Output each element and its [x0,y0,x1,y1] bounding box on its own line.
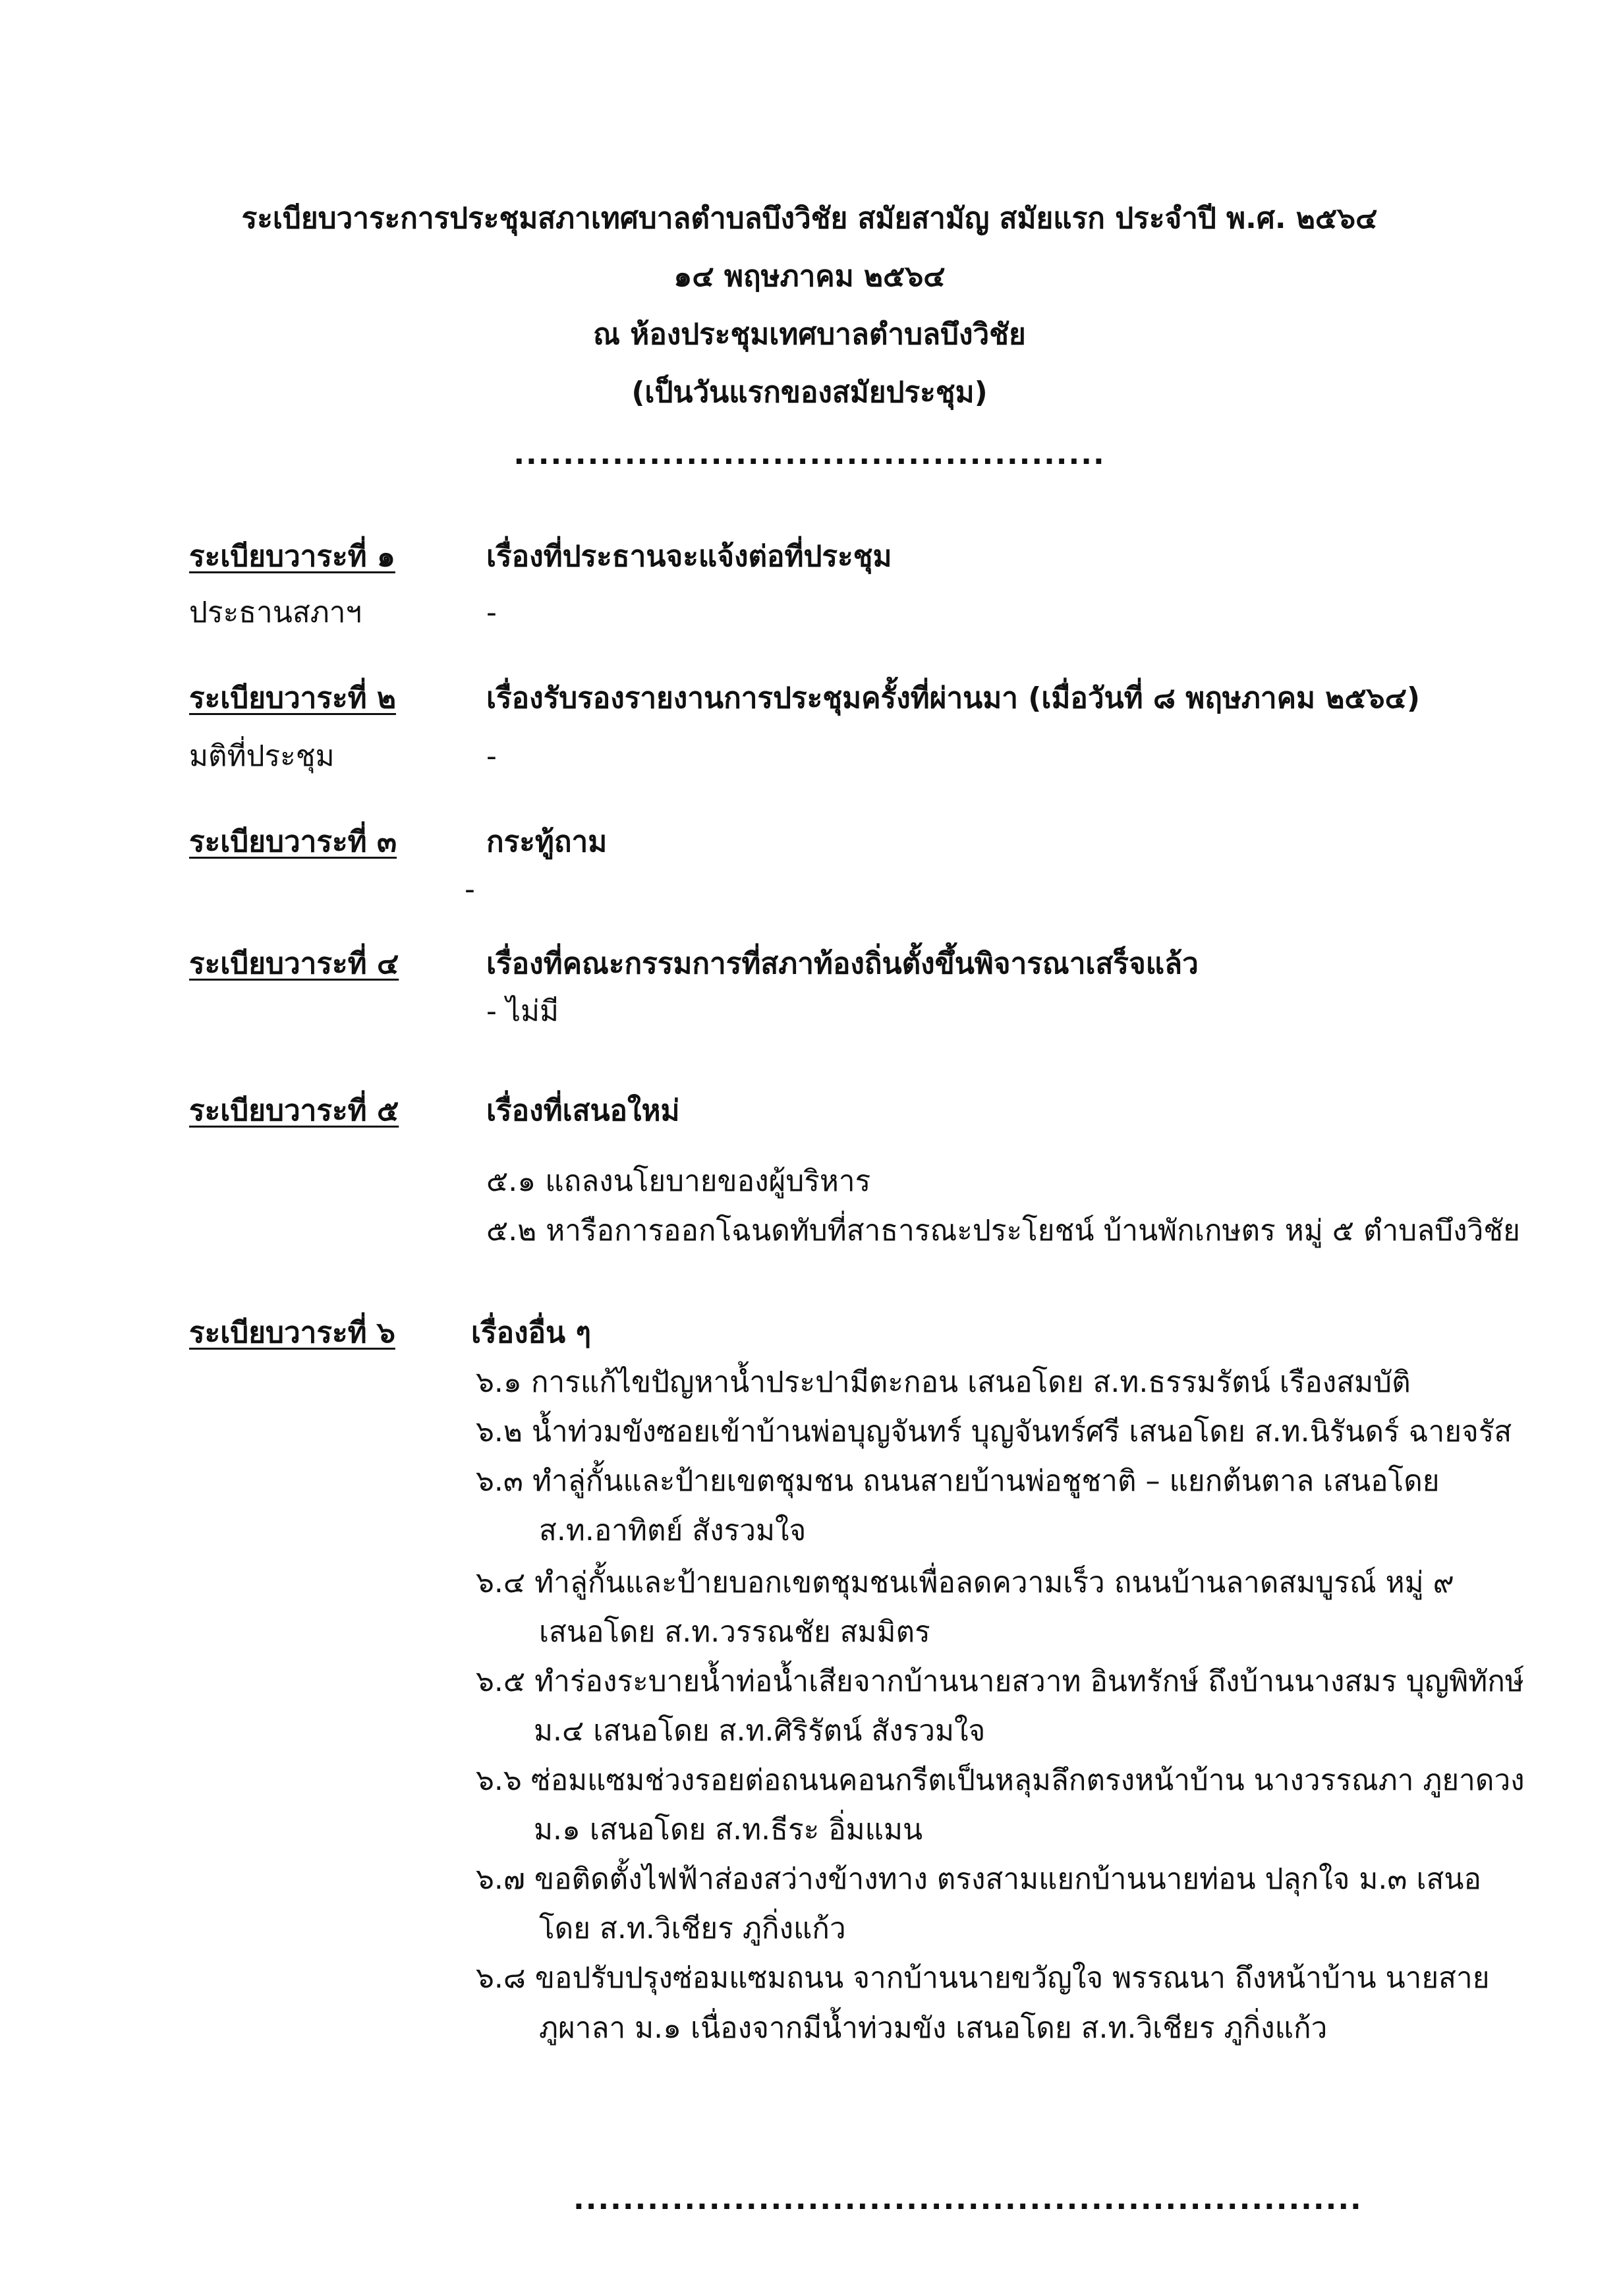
agenda-6-item: ๖.๔ ทำลู่กั้นและป้ายบอกเขตชุมชนเพื่อลดความเร็ว ถนนบ้านลาดสมบูรณ์ หมู่ ๙ [476,1566,1454,1599]
document-title: ระเบียบวาระการประชุมสภาเทศบาลตำบลบึงวิชัย สมัยสามัญ สมัยแรก ประจำปี พ.ศ. ๒๕๖๔ [241,202,1378,235]
agenda-2-sub-label: มติที่ประชุม [189,739,335,773]
agenda-6-item-continuation: ม.๑ เสนอโดย ส.ท.ธีระ อิ่มแมน [534,1813,923,1847]
meeting-place: ณ ห้องประชุมเทศบาลตำบลบึงวิชัย [593,318,1026,351]
meeting-date: ๑๔ พฤษภาคม ๒๕๖๔ [673,260,946,293]
footer-dotted-separator: ................................................................ [573,2183,1363,2216]
agenda-5-title: เรื่องที่เสนอใหม่ [486,1094,680,1128]
agenda-4-sub-value: - ไม่มี [486,994,559,1028]
agenda-6-item: ๖.๒ น้ำท่วมขังซอยเข้าบ้านพ่อบุญจันทร์ บุญจันทร์ศรี เสนอโดย ส.ท.นิรันดร์ ฉายจรัส [476,1415,1512,1449]
agenda-6-item-continuation: เสนอโดย ส.ท.วรรณชัย สมมิตร [539,1615,930,1649]
agenda-1-label: ระเบียบวาระที่ ๑ [189,540,395,573]
meeting-note: (เป็นวันแรกของสมัยประชุม) [631,376,988,409]
agenda-4-title: เรื่องที่คณะกรรมการที่สภาท้องถิ่นตั้งขึ้นพิจารณาเสร็จแล้ว [486,947,1199,981]
agenda-6-item: ๖.๑ การแก้ไขปัญหาน้ำประปามีตะกอน เสนอโดย ส.ท.ธรรมรัตน์ เรืองสมบัติ [476,1365,1411,1399]
agenda-6-item: ๖.๗ ขอติดตั้งไฟฟ้าส่องสว่างข้างทาง ตรงสามแยกบ้านนายท่อน ปลุกใจ ม.๓ เสนอ [476,1862,1481,1896]
agenda-3-sub-value: - [465,873,475,906]
agenda-2-label: ระเบียบวาระที่ ๒ [189,681,396,715]
agenda-6-item: ๖.๘ ขอปรับปรุงซ่อมแซมถนน จากบ้านนายขวัญใจ พรรณนา ถึงหน้าบ้าน นายสาย [476,1961,1490,1995]
agenda-1-sub-value: - [486,596,497,629]
agenda-3-label: ระเบียบวาระที่ ๓ [189,825,397,859]
agenda-1-sub-label: ประธานสภาฯ [189,596,362,629]
agenda-4-label: ระเบียบวาระที่ ๔ [189,947,399,981]
agenda-5-item: ๕.๒ หารือการออกโฉนดทับที่สาธารณะประโยชน์ บ้านพักเกษตร หมู่ ๕ ตำบลบึงวิชัย [486,1214,1520,1248]
agenda-2-sub-value: - [486,739,497,773]
agenda-6-label: ระเบียบวาระที่ ๖ [189,1316,395,1350]
agenda-6-item: ๖.๖ ซ่อมแซมช่วงรอยต่อถนนคอนกรีตเป็นหลุมลึกตรงหน้าบ้าน นางวรรณภา ภูยาดวง [476,1764,1525,1797]
agenda-6-item-continuation: โดย ส.ท.วิเชียร ภูกิ่งแก้ว [539,1912,846,1945]
agenda-6-item: ๖.๕ ทำร่องระบายน้ำท่อน้ำเสียจากบ้านนายสวาท อินทรักษ์ ถึงบ้านนางสมร บุญพิทักษ์ [476,1665,1524,1698]
agenda-5-item: ๕.๑ แถลงนโยบายของผู้บริหาร [486,1164,871,1198]
agenda-6-item: ๖.๓ ทำลู่กั้นและป้ายเขตชุมชน ถนนสายบ้านพ่อชูชาติ – แยกต้นตาล เสนอโดย [476,1464,1440,1498]
agenda-1-title: เรื่องที่ประธานจะแจ้งต่อที่ประชุม [486,540,892,573]
agenda-3-title: กระทู้ถาม [486,825,608,859]
agenda-6-item-continuation: ม.๔ เสนอโดย ส.ท.ศิริรัตน์ สังรวมใจ [534,1714,986,1748]
agenda-6-item-continuation: ภูผาลา ม.๑ เนื่องจากมีน้ำท่วมขัง เสนอโดย ส.ท.วิเชียร ภูกิ่งแก้ว [539,2011,1328,2045]
header-dotted-separator: ................................................ [513,438,1106,471]
agenda-2-title: เรื่องรับรองรายงานการประชุมครั้งที่ผ่านมา (เมื่อวันที่ ๘ พฤษภาคม ๒๕๖๔) [486,681,1420,715]
agenda-6-title: เรื่องอื่น ๆ [471,1316,592,1350]
agenda-6-item-continuation: ส.ท.อาทิตย์ สังรวมใจ [539,1514,807,1547]
agenda-5-label: ระเบียบวาระที่ ๕ [189,1094,399,1128]
